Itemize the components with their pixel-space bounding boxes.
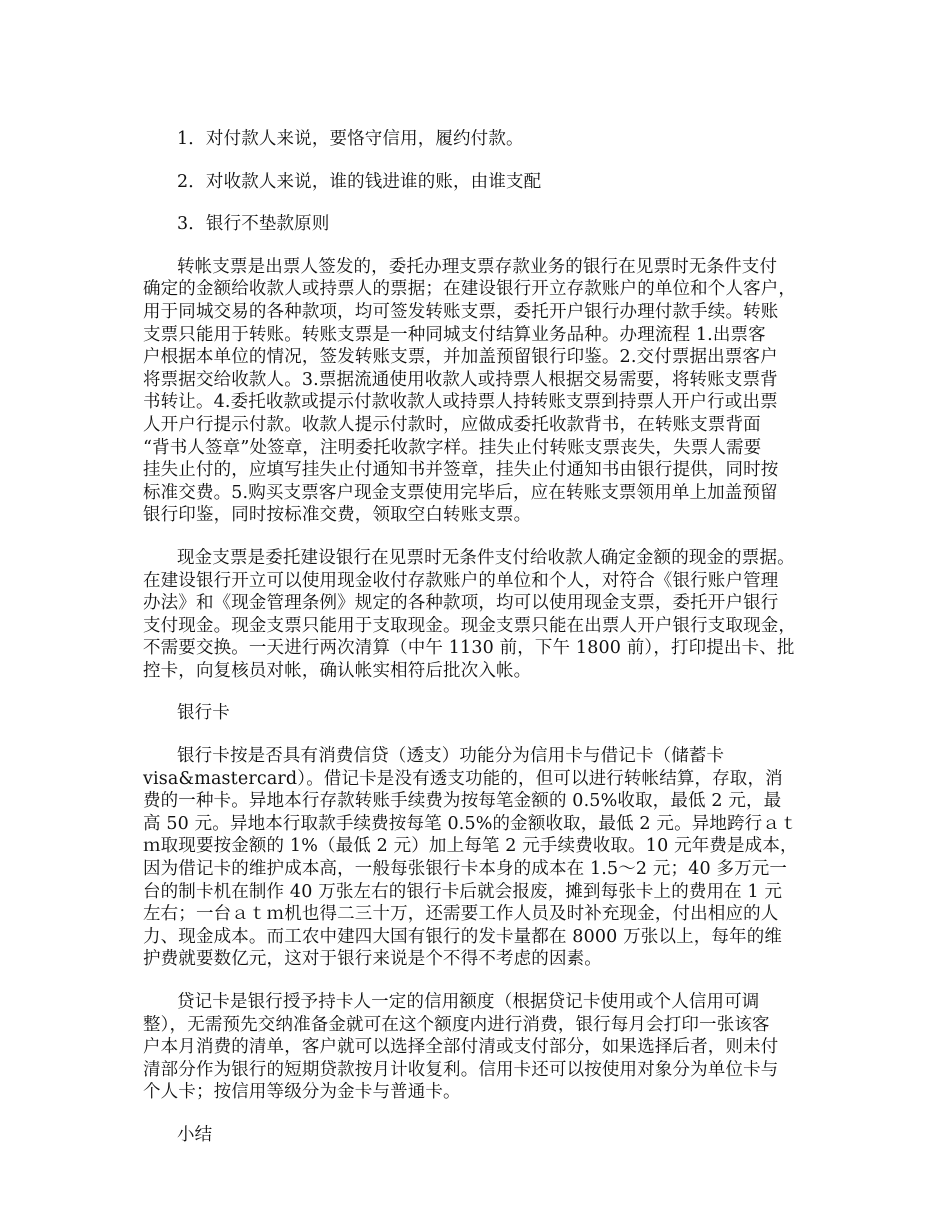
paragraph-cash-check xyxy=(143,547,808,683)
text-line: ｍ取现要按金额的 1%（最低 2 元）加上每笔 2 元手续费收取。10 元年费是成本， xyxy=(143,836,798,857)
text-line: 整），无需预先交纳准备金就可在这个额度内进行消费，银行每月会打印一张该客 xyxy=(143,1014,770,1035)
list-item-1: 1．对付款人来说，要恪守信用，履约付款。 xyxy=(177,129,524,149)
text-line: 支付现金。现金支票只能用于支取现金。现金支票只能在出票人开户银行支取现金， xyxy=(143,615,797,636)
text-line: 个人卡；按信用等级分为金卡与普通卡。 xyxy=(143,1082,461,1103)
text-line: 转帐支票是出票人签发的，委托办理支票存款业务的银行在见票时无条件支付 xyxy=(177,256,778,277)
text-line: 台的制卡机在制作 40 万张左右的银行卡后就会报废，摊到每张卡上的费用在 1 元 xyxy=(143,881,783,902)
text-line: 确定的金额给收款人或持票人的票据；在建设银行开立存款账户的单位和个人客户， xyxy=(143,279,797,300)
text-line: 现金支票是委托建设银行在见票时无条件支付给收款人确定金额的现金的票据。 xyxy=(177,547,795,568)
section-heading-summary: 小结 xyxy=(177,1124,213,1145)
paragraph-credit-card xyxy=(143,991,808,1104)
text-line: 银行印鉴，同时按标准交费，领取空白转账支票。 xyxy=(143,505,532,526)
text-line: 支票只能用于转账。转账支票是一种同城支付结算业务品种。办理流程 1.出票客 xyxy=(143,324,766,345)
paragraph-debit-card xyxy=(143,745,808,971)
text-line: 左右；一台ａｔｍ机也得二三十万，还需要工作人员及时补充现金，付出相应的人 xyxy=(143,904,779,925)
text-line: 不需要交换。一天进行两次清算（中午 1130 前，下午 1800 前），打印提出卡、批 xyxy=(143,638,795,659)
text-line: 清部分作为银行的短期贷款按月计收复利。信用卡还可以按使用对象分为单位卡与 xyxy=(143,1059,779,1080)
text-line: 在建设银行开立可以使用现金收付存款账户的单位和个人，对符合《银行账户管理 xyxy=(143,570,779,591)
text-line: 标准交费。5.购买支票客户现金支票使用完毕后，应在转账支票领用单上加盖预留 xyxy=(143,482,778,503)
text-line: 户本月消费的清单，客户就可以选择全部付清或支付部分，如果选择后者，则未付 xyxy=(143,1037,779,1058)
text-line: 银行卡按是否具有消费信贷（透支）功能分为信用卡与借记卡（储蓄卡 xyxy=(177,746,725,767)
text-line: 高 50 元。异地本行取款手续费按每笔 0.5%的金额收取，最低 2 元。异地跨行ａｔ xyxy=(143,813,798,834)
text-line: 户根据本单位的情况，签发转账支票，并加盖预留银行印鉴。2.交付票据出票客户 xyxy=(143,347,778,368)
text-line: 贷记卡是银行授予持卡人一定的信用额度（根据贷记卡使用或个人信用可调 xyxy=(177,992,760,1012)
text-line: 人开户行提示付款。收款人提示付款时，应做成委托收款背书，在转账支票背面 xyxy=(143,414,761,435)
list-item-2: 2．对收款人来说，谁的钱进谁的账，由谁支配 xyxy=(177,171,542,192)
text-line: 书转让。4.委托收款或提示付款收款人或持票人持转账支票到持票人开户行或出票 xyxy=(143,392,778,413)
text-line: visa&mastercard）。借记卡是没有透支功能的，但可以进行转帐结算，存取，消 xyxy=(143,768,783,789)
document-body xyxy=(143,128,808,1167)
text-line: 因为借记卡的维护成本高，一般每张银行卡本身的成本在 1.5～2 元；40 多万元一 xyxy=(143,859,788,880)
list-item-3: 3．银行不垫款原则 xyxy=(177,214,330,235)
text-line: 控卡，向复核员对帐，确认帐实相符后批次入帐。 xyxy=(143,660,532,681)
text-line: 费的一种卡。异地本行存款转账手续费为按每笔金额的 0.5%收取，最低 2 元，最 xyxy=(143,791,782,812)
text-line: 办法》和《现金管理条例》规定的各种款项，均可以使用现金支票，委托开户银行 xyxy=(143,593,779,614)
section-heading-bank-card: 银行卡 xyxy=(177,703,230,724)
text-line: 挂失止付的，应填写挂失止付通知书并签章，挂失止付通知书由银行提供，同时按 xyxy=(143,460,779,481)
text-line: 将票据交给收款人。3.票据流通使用收款人或持票人根据交易需要，将转账支票背 xyxy=(143,369,778,390)
text-line: 力、现金成本。而工农中建四大国有银行的发卡量都在 8000 万张以上，每年的维 xyxy=(143,926,783,947)
text-line: “背书人签章”处签章，注明委托收款字样。挂失止付转账支票丧失，失票人需要 xyxy=(143,437,762,458)
text-line: 护费就要数亿元，这对于银行来说是个不得不考虑的因素。 xyxy=(143,949,602,970)
text-line: 用于同城交易的各种款项，均可签发转账支票，委托开户银行办理付款手续。转账 xyxy=(143,301,779,322)
paragraph-transfer-check xyxy=(143,256,808,527)
